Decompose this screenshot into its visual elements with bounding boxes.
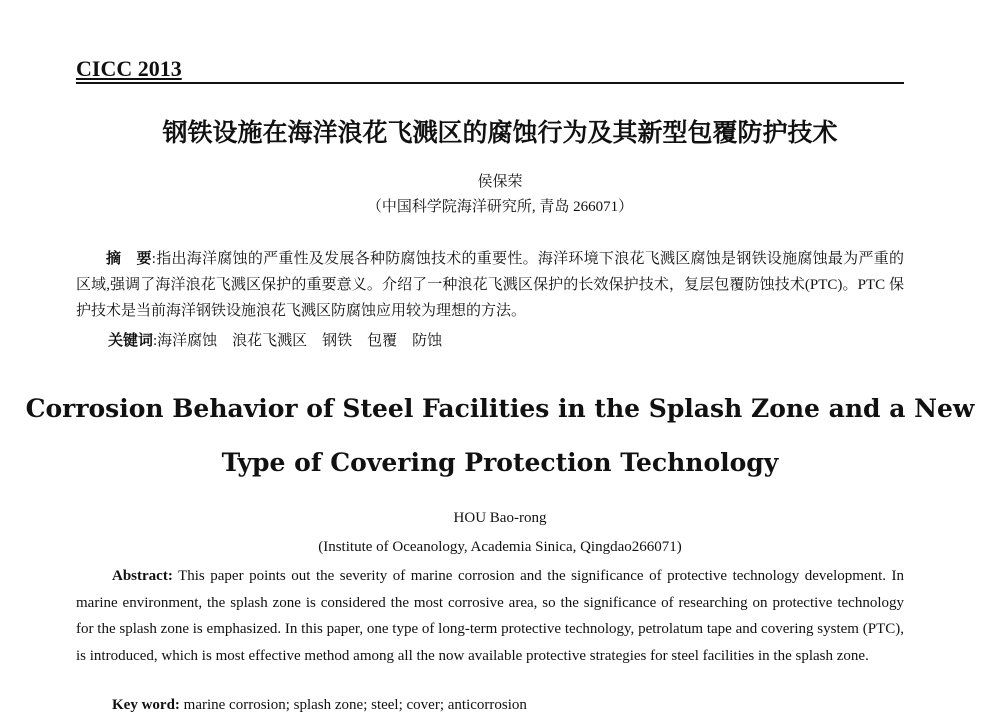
english-title-line-1: Corrosion Behavior of Steel Facilities in the Splash Zone and a New — [25, 394, 975, 423]
chinese-affiliation: （中国科学院海洋研究所, 青岛 266071） — [366, 199, 634, 215]
conference-header — [76, 56, 904, 84]
chinese-abstract-label: 摘 要 — [106, 251, 152, 267]
chinese-author: 侯保荣 — [477, 174, 523, 190]
chinese-title: 钢铁设施在海洋浪花飞溅区的腐蚀行为及其新型包覆防护技术 — [162, 118, 838, 147]
chinese-keywords-text: :海洋腐蚀 浪花飞溅区 钢铁 包覆 防蚀 — [153, 333, 443, 349]
english-title-line-2: Type of Covering Protection Technology — [221, 448, 779, 477]
english-keywords — [112, 694, 904, 716]
english-abstract-text: This paper points out the severity of marine corrosion and the significance of protective technology development. In marine environment, the splash zone is considered the most corrosive area, so the significance of researching on protective technology for the splash zone is emphasized. In this paper, one type of long-term protective technology, petrolatum tape and covering system (PTC), is introduced, which is most effective method among all the now available protective strategies for steel facilities in the splash zone. — [76, 568, 904, 664]
conference-name: CICC 2013 — [76, 56, 182, 81]
english-title — [0, 382, 1000, 490]
english-author: HOU Bao-rong — [453, 510, 547, 526]
chinese-keywords — [108, 328, 904, 354]
english-abstract-label: Abstract: — [112, 568, 173, 584]
chinese-abstract — [76, 246, 904, 324]
chinese-abstract-text: :指出海洋腐蚀的严重性及发展各种防腐蚀技术的重要性。海洋环境下浪花飞溅区腐蚀是钢铁设施腐蚀最为严重的区域,强调了海洋浪花飞溅区保护的重要意义。介绍了一种浪花飞溅区保护的长效保护技术，复层包覆防蚀技术(PTC)。PTC 保护技术是当前海洋钢铁设施浪花飞溅区防腐蚀应用较为理想的方法。 — [76, 251, 904, 319]
english-keywords-label: Key word: — [112, 697, 180, 713]
english-affiliation: (Institute of Oceanology, Academia Sinica, Qingdao266071) — [318, 539, 682, 555]
chinese-keywords-label: 关键词 — [108, 333, 154, 349]
english-keywords-text: marine corrosion; splash zone; steel; cover; anticorrosion — [179, 697, 527, 713]
english-abstract — [76, 563, 904, 669]
